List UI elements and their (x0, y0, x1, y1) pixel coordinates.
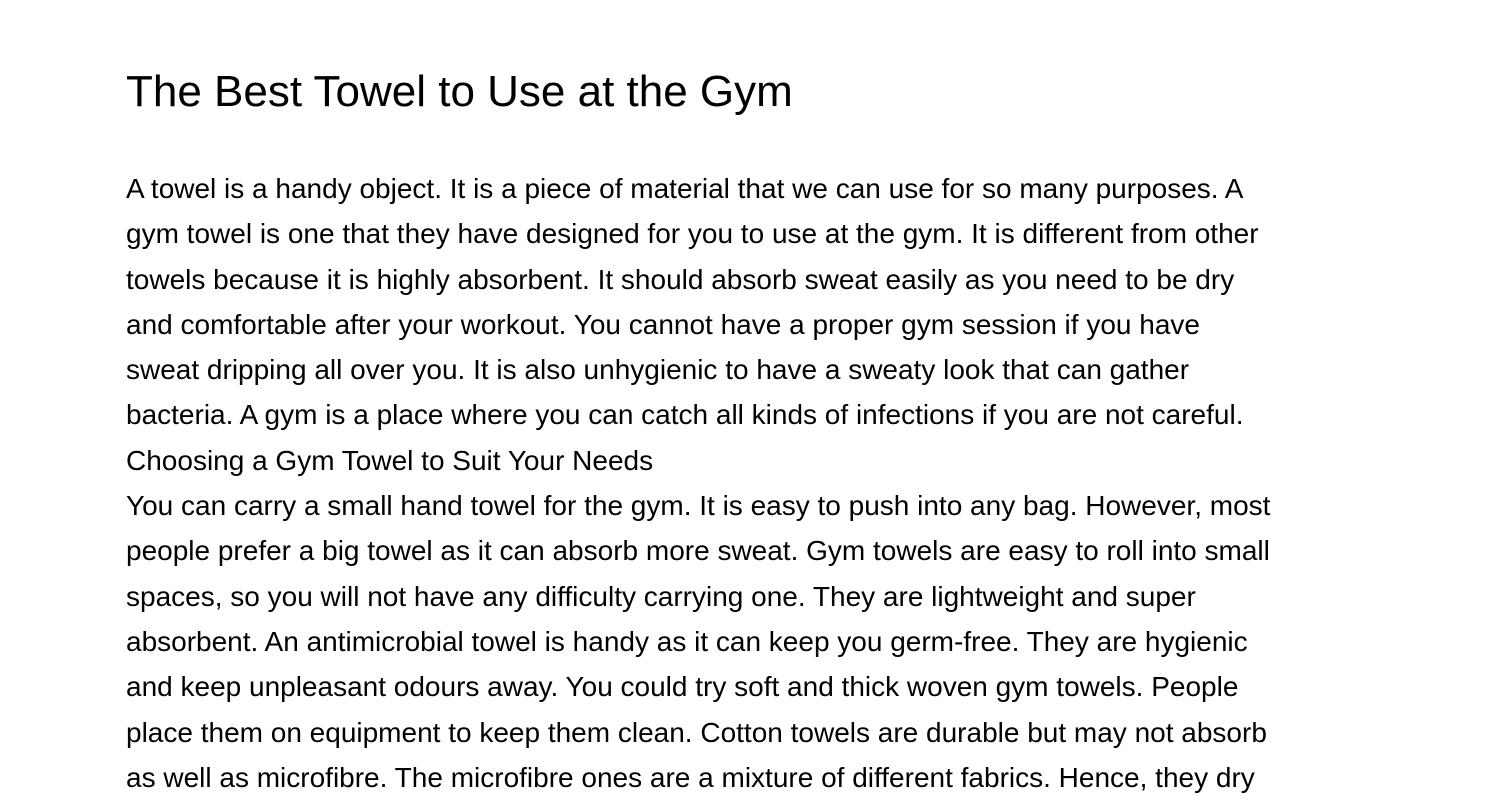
paragraph-2-line: absorbent. An antimicrobial towel is handy as it can keep you germ-free. They are hygienic (126, 625, 1248, 657)
section-subheading: Choosing a Gym Towel to Suit Your Needs (126, 444, 654, 476)
paragraph-1-line: and comfortable after your workout. You cannot have a proper gym session if you have (126, 308, 1200, 340)
paragraph-2-line: place them on equipment to keep them clean. Cotton towels are durable but may not absorb (126, 716, 1267, 748)
paragraph-2-line: people prefer a big towel as it can absorb more sweat. Gym towels are easy to roll into small (126, 535, 1270, 567)
paragraph-1-line: gym towel is one that they have designed for you to use at the gym. It is different from other (126, 218, 1259, 250)
paragraph-1-line: towels because it is highly absorbent. It should absorb sweat easily as you need to be dry (126, 263, 1235, 295)
paragraph-1-line: bacteria. A gym is a place where you can catch all kinds of infections if you are not careful. (126, 399, 1244, 431)
paragraph-2-line: and keep unpleasant odours away. You could try soft and thick woven gym towels. People (126, 671, 1239, 703)
paragraph-2-line: as well as microfibre. The microfibre ones are a mixture of different fabrics. Hence, they dry (126, 761, 1255, 793)
paragraph-2-line: spaces, so you will not have any difficulty carrying one. They are lightweight and super (126, 580, 1196, 612)
document-title: The Best Towel to Use at the Gym (126, 67, 793, 116)
paragraph-2-line: You can carry a small hand towel for the gym. It is easy to push into any bag. However, most (126, 490, 1271, 522)
paragraph-1-line: A towel is a handy object. It is a piece of material that we can use for so many purposes. A (126, 173, 1244, 204)
paragraph-1-line: sweat dripping all over you. It is also unhygienic to have a sweaty look that can gather (126, 354, 1190, 386)
document-body (126, 166, 1376, 800)
